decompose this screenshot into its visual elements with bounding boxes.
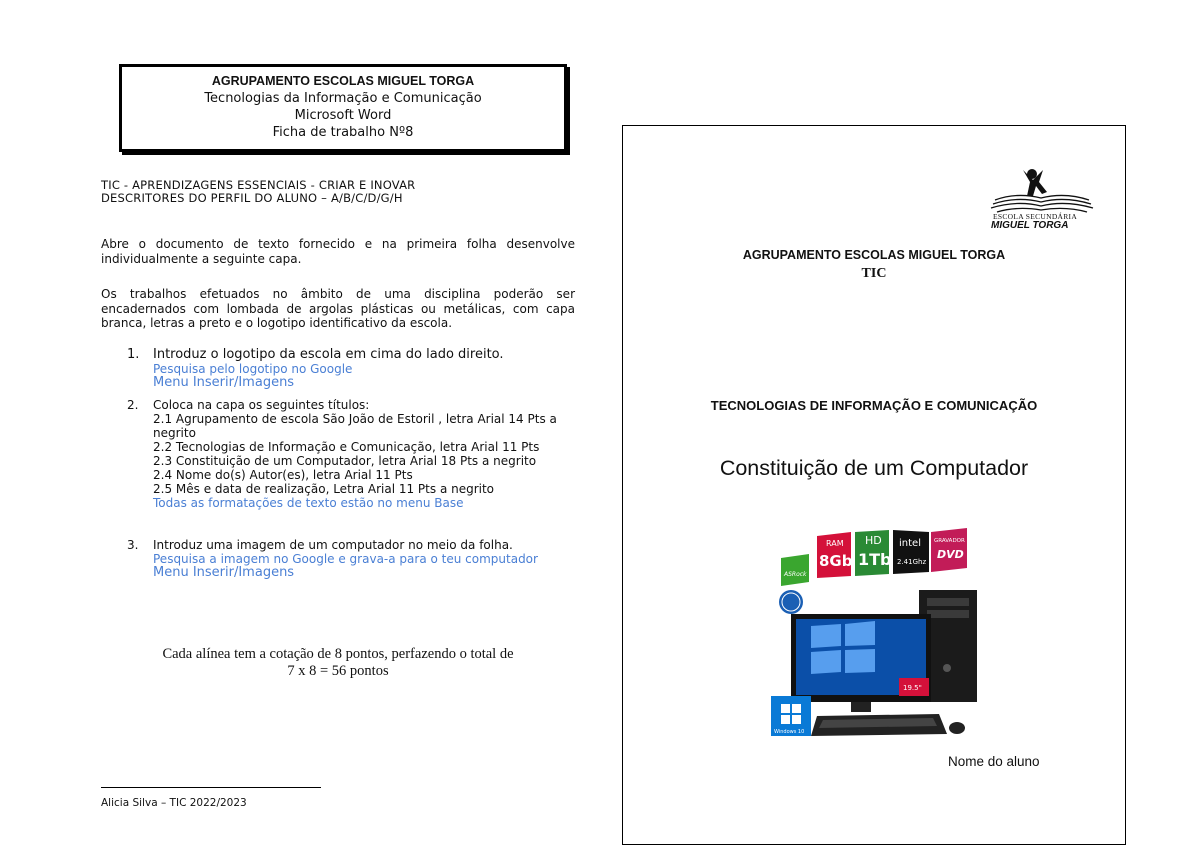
item-text: Introduz o logotipo da escola em cima do lado direito. (153, 347, 504, 362)
item-number: 2. (127, 398, 139, 412)
header-subject: Tecnologias da Informação e Comunicação (204, 91, 482, 106)
item-text: Coloca na capa os seguintes títulos: (153, 398, 370, 412)
person-with-book-logo-icon (987, 162, 1097, 218)
windows-badge-text: Windows 10 (774, 729, 805, 735)
item-hint: Pesquisa pelo logotipo no Google (153, 362, 353, 376)
subitem: 2.5 Mês e data de realização, Letra Arial 11 Pts a negrito (153, 482, 495, 496)
scoring-line1: Cada alínea tem a cotação de 8 pontos, perfazendo o total de (162, 646, 514, 662)
item-hint: Menu Inserir/Imagens (153, 375, 295, 390)
logo-line2: MIGUEL TORGA (991, 220, 1069, 231)
intro-paragraph: Abre o documento de texto fornecido e na primeira folha desenvolve individualmente a seguinte capa. (101, 237, 575, 266)
subitem: 2.4 Nome do(s) Autor(es), letra Arial 11 Pts (153, 468, 413, 482)
header-school: AGRUPAMENTO ESCOLAS MIGUEL TORGA (211, 74, 475, 88)
badge-hd-value: 1Tb (858, 550, 892, 569)
badge-ram-top: RAM (826, 539, 844, 548)
scoring-note (101, 646, 575, 680)
intel-inside-sticker (779, 590, 803, 614)
essentials-line1: TIC - APRENDIZAGENS ESSENCIAIS - CRIAR E INOVAR (101, 178, 416, 192)
desktop-computer-image (771, 528, 991, 740)
mouse (949, 722, 965, 734)
footnote-divider (101, 787, 321, 788)
item-number: 3. (127, 538, 139, 552)
instruction-item-1 (127, 348, 577, 390)
scoring-line2: 7 x 8 = 56 pontos (287, 663, 389, 679)
subitem: 2.1 Agrupamento de escola São João de Estoril , letra Arial 14 Pts a negrito (153, 412, 557, 440)
essentials-line2: DESCRITORES DO PERFIL DO ALUNO – A/B/C/D/G/H (101, 191, 403, 205)
cover-school: AGRUPAMENTO ESCOLAS MIGUEL TORGA (742, 248, 1006, 262)
page-footer: Alicia Silva – TIC 2022/2023 (101, 797, 247, 809)
cover-page (622, 125, 1126, 845)
logo-line1: ESCOLA SECUNDÁRIA (993, 212, 1078, 221)
instruction-item-3 (127, 538, 577, 580)
school-logo (987, 162, 1097, 234)
essentials-block (101, 179, 415, 205)
badge-hd-top: HD (865, 534, 882, 547)
badge-ram-value: 8Gb (819, 552, 853, 570)
item-text: Introduz uma imagem de um computador no meio da folha. (153, 538, 513, 552)
binding-paragraph: Os trabalhos efetuados no âmbito de uma disciplina poderão ser encadernados com lombada de argolas plásticas ou metálicas, com capa branca, letras a preto e o logotipo identificativo da escola. (101, 287, 575, 330)
header-sheet: Ficha de trabalho Nº8 (272, 125, 414, 140)
subitem: 2.3 Constituição de um Computador, letra Arial 18 Pts a negrito (153, 454, 537, 468)
subitem: 2.2 Tecnologias de Informação e Comunicação, letra Arial 11 Pts (153, 440, 540, 454)
intel-badge (893, 530, 929, 574)
instruction-item-2 (127, 398, 577, 510)
worksheet-header-box (119, 64, 567, 152)
cover-tech-title: TECNOLOGIAS DE INFORMAÇÃO E COMUNICAÇÃO (710, 398, 1038, 413)
badge-dvd-value: DVD (937, 548, 964, 561)
header-app: Microsoft Word (294, 108, 392, 123)
item-hint: Todas as formatações de texto estão no menu Base (153, 496, 464, 510)
item-hint: Menu Inserir/Imagens (153, 565, 295, 580)
badge-asrock-text: ASRock (784, 571, 807, 578)
asrock-badge (781, 554, 809, 586)
monitor-stand (851, 702, 871, 712)
cover-tic: TIC (861, 266, 887, 281)
item-hint: Pesquisa a imagem no Google e grava-a para o teu computador (153, 552, 538, 566)
screen-size-text: 19.5" (903, 684, 922, 692)
item-number: 1. (127, 347, 140, 362)
cover-main-title: Constituição de um Computador (719, 456, 1029, 480)
badge-intel-value: 2.41Ghz (897, 558, 927, 566)
badge-dvd-top: GRAVADOR (934, 538, 965, 544)
badge-intel-top: intel (899, 538, 921, 549)
cover-student-name: Nome do aluno (948, 754, 1040, 769)
